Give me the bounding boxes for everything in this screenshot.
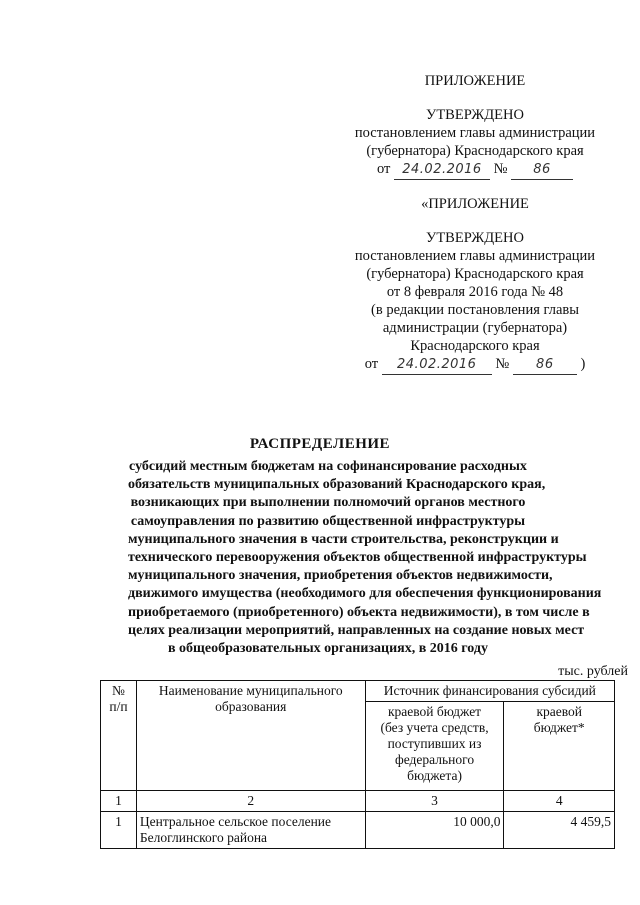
- amendment-line-1: (в редакции постановления главы: [371, 302, 579, 318]
- subtitle-line: субсидий местным бюджетам на софинансирование расходных: [129, 459, 527, 474]
- amendment-line-2: администрации (губернатора): [382, 320, 568, 336]
- regional-budget-star-value: 4 459,5: [504, 812, 615, 849]
- distribution-table: [100, 680, 615, 849]
- appendix-label-2: «ПРИЛОЖЕНИЕ: [421, 196, 529, 212]
- decree-line-2: постановлением главы администрации: [354, 248, 596, 264]
- approval-block-2: [330, 195, 620, 375]
- regional-budget-value: 10 000,0: [365, 812, 504, 849]
- subtitle-line: муниципального значения в части строительства, реконструкции и: [128, 531, 559, 547]
- header-municipality-line-2: образования: [215, 699, 287, 714]
- subtitle-line: приобретаемого (приобретенного) объекта недвижимости), в том числе в: [128, 604, 590, 620]
- header-star-line: бюджет*: [533, 720, 585, 735]
- handwritten-date-2: 24.02.2016: [382, 356, 492, 375]
- header-funding-source: Источник финансирования субсидий: [365, 681, 614, 702]
- document-title: РАСПРЕДЕЛЕНИЕ: [249, 436, 391, 452]
- header-number: [101, 681, 137, 791]
- number-label-2: №: [495, 356, 510, 372]
- municipality-name: [136, 812, 365, 849]
- table-index-row: [101, 791, 615, 812]
- amendment-line-3: Краснодарского края: [410, 338, 540, 354]
- subtitle-line: в общеобразовательных организациях, в 2016 году: [168, 641, 488, 657]
- handwritten-number-2: 86: [513, 356, 577, 375]
- handwritten-number: 86: [511, 161, 573, 180]
- index-cell: 2: [136, 791, 365, 812]
- header-regional-line: (без учета средств,: [380, 720, 489, 735]
- closing-paren: ): [580, 356, 586, 372]
- decree-line: постановлением главы администрации: [354, 125, 596, 141]
- index-cell: 3: [365, 791, 504, 812]
- row-number: 1: [101, 812, 137, 849]
- approval-block-1: [330, 72, 620, 180]
- from-label: от: [376, 161, 391, 177]
- header-regional-budget: [365, 702, 504, 791]
- header-regional-line: поступивших из: [387, 736, 482, 751]
- header-municipality: [136, 681, 365, 791]
- header-star-line: краевой: [536, 704, 582, 719]
- unit-label: тыс. рублей: [558, 664, 628, 679]
- header-regional-line: бюджета): [407, 768, 462, 783]
- subtitle-line: технического перевооружения объектов общественной инфраструктуры: [128, 550, 587, 566]
- header-municipality-line-1: Наименование муниципального: [158, 683, 343, 698]
- table-row: [101, 812, 615, 849]
- header-number-line-2: п/п: [109, 699, 128, 714]
- index-cell: 1: [101, 791, 137, 812]
- subtitle-line: муниципального значения, приобретения объектов недвижимости,: [128, 568, 553, 584]
- appendix-label-1: ПРИЛОЖЕНИЕ: [424, 73, 526, 89]
- date-number-line-2: [330, 355, 620, 375]
- header-regional-budget-star: [504, 702, 615, 791]
- approved-label-2: УТВЕРЖДЕНО: [426, 230, 524, 246]
- subtitle-line: возникающих при выполнении полномочий органов местного: [130, 495, 526, 511]
- subtitle-line: обязательств муниципальных образований Краснодарского края,: [128, 477, 546, 493]
- municipality-name-line-1: Центральное сельское поселение: [139, 814, 332, 829]
- index-cell: 4: [504, 791, 615, 812]
- from-label-2: от: [364, 356, 379, 372]
- subtitle-line: движимого имущества (необходимого для обеспечения функционирования: [128, 586, 602, 602]
- governor-line-2: (губернатора) Краснодарского края: [366, 266, 584, 282]
- header-regional-line: федерального: [394, 752, 475, 767]
- handwritten-date: 24.02.2016: [394, 161, 490, 180]
- header-number-line-1: №: [112, 683, 125, 698]
- municipality-name-line-2: Белоглинского района: [139, 830, 268, 845]
- subtitle-line: целях реализации мероприятий, направленных на создание новых мест: [128, 622, 585, 638]
- original-decree-line: от 8 февраля 2016 года № 48: [386, 284, 564, 300]
- header-regional-line: краевой бюджет: [387, 704, 482, 719]
- subtitle-line: самоуправления по развитию общественной инфраструктуры: [130, 513, 526, 529]
- governor-line: (губернатора) Краснодарского края: [366, 143, 584, 159]
- approved-label-1: УТВЕРЖДЕНО: [426, 107, 524, 123]
- table-header-row: [101, 681, 615, 702]
- document-subtitle: [128, 458, 602, 658]
- number-label: №: [493, 161, 508, 177]
- date-number-line-1: [330, 160, 620, 180]
